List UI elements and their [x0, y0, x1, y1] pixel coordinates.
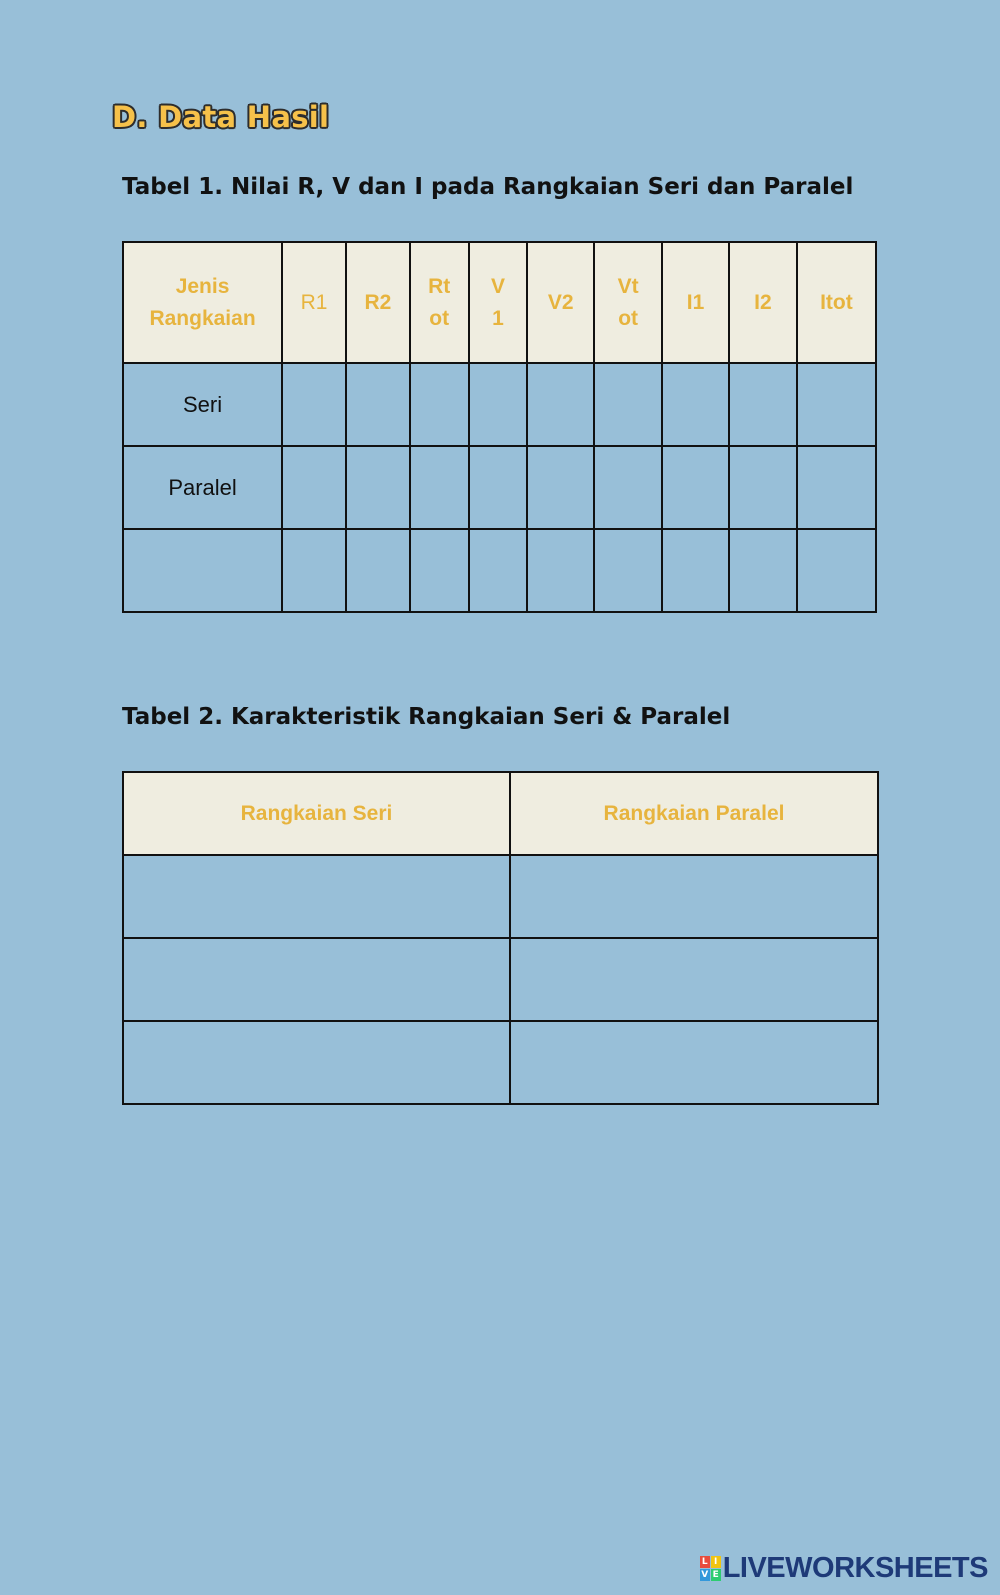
table1-cell[interactable]	[729, 529, 797, 612]
table2-header-row	[123, 772, 878, 855]
logo-mark-tile: V	[701, 1570, 709, 1580]
table2-cell[interactable]	[510, 855, 878, 938]
table1-cell[interactable]	[527, 363, 594, 446]
table1	[122, 241, 877, 613]
table1-cell[interactable]	[410, 446, 469, 529]
table1-cell[interactable]	[469, 446, 528, 529]
table1-cell[interactable]	[729, 446, 797, 529]
header-jenis-rangkaian: Jenis Rangkaian	[123, 242, 282, 363]
table1-cell[interactable]	[410, 363, 469, 446]
table1-cell[interactable]	[282, 446, 346, 529]
table1-cell[interactable]	[346, 529, 410, 612]
table2-row	[123, 1021, 878, 1104]
table1-cell[interactable]	[123, 529, 282, 612]
table1-cell[interactable]	[527, 529, 594, 612]
header-v1: V 1	[469, 242, 528, 363]
table1-cell[interactable]	[410, 529, 469, 612]
table1-cell[interactable]	[797, 529, 876, 612]
header-i1: I1	[662, 242, 729, 363]
table1-caption: Tabel 1. Nilai R, V dan I pada Rangkaian Seri dan Paralel	[122, 174, 854, 200]
header-r1: R1	[282, 242, 346, 363]
table1-row	[123, 363, 876, 446]
header-r2: R2	[346, 242, 410, 363]
table1-cell[interactable]	[662, 363, 729, 446]
logo-mark-icon	[700, 1556, 721, 1581]
table1-cell[interactable]	[282, 363, 346, 446]
table1-cell[interactable]	[346, 363, 410, 446]
table2-cell[interactable]	[123, 1021, 510, 1104]
table1-cell[interactable]	[662, 529, 729, 612]
table2-cell[interactable]	[123, 938, 510, 1021]
table2-cell[interactable]	[123, 855, 510, 938]
table1-cell[interactable]	[797, 446, 876, 529]
table1-cell[interactable]	[282, 529, 346, 612]
section-title: D. Data Hasil	[112, 100, 330, 134]
table2-row	[123, 855, 878, 938]
header-rangkaian-seri: Rangkaian Seri	[123, 772, 510, 855]
logo-mark-tile: L	[700, 1556, 710, 1568]
table1-cell[interactable]	[469, 529, 528, 612]
header-vtot: Vt ot	[594, 242, 662, 363]
table1-cell[interactable]	[594, 363, 662, 446]
table1-cell[interactable]	[594, 446, 662, 529]
header-rangkaian-paralel: Rangkaian Paralel	[510, 772, 878, 855]
logo-mark-tile: E	[712, 1570, 719, 1580]
header-i2: I2	[729, 242, 797, 363]
logo-mark-tile: I	[711, 1556, 721, 1568]
table1-cell[interactable]	[729, 363, 797, 446]
table1-cell[interactable]	[594, 529, 662, 612]
table1-row	[123, 529, 876, 612]
table2-row	[123, 938, 878, 1021]
header-rtot: Rt ot	[410, 242, 469, 363]
table1-cell: Paralel	[123, 446, 282, 529]
table1-cell[interactable]	[662, 446, 729, 529]
logo-text: LIVEWORKSHEETS	[722, 1552, 988, 1584]
table1-row	[123, 446, 876, 529]
table2-cell[interactable]	[510, 938, 878, 1021]
table1-cell[interactable]	[797, 363, 876, 446]
liveworksheets-logo	[700, 1552, 988, 1585]
table2	[122, 771, 879, 1105]
table1-cell: Seri	[123, 363, 282, 446]
table2-caption: Tabel 2. Karakteristik Rangkaian Seri & Paralel	[122, 704, 731, 730]
table1-header-row	[123, 242, 876, 363]
table1-cell[interactable]	[469, 363, 528, 446]
header-itot: Itot	[797, 242, 876, 363]
table1-cell[interactable]	[346, 446, 410, 529]
table2-cell[interactable]	[510, 1021, 878, 1104]
header-v2: V2	[527, 242, 594, 363]
table1-cell[interactable]	[527, 446, 594, 529]
